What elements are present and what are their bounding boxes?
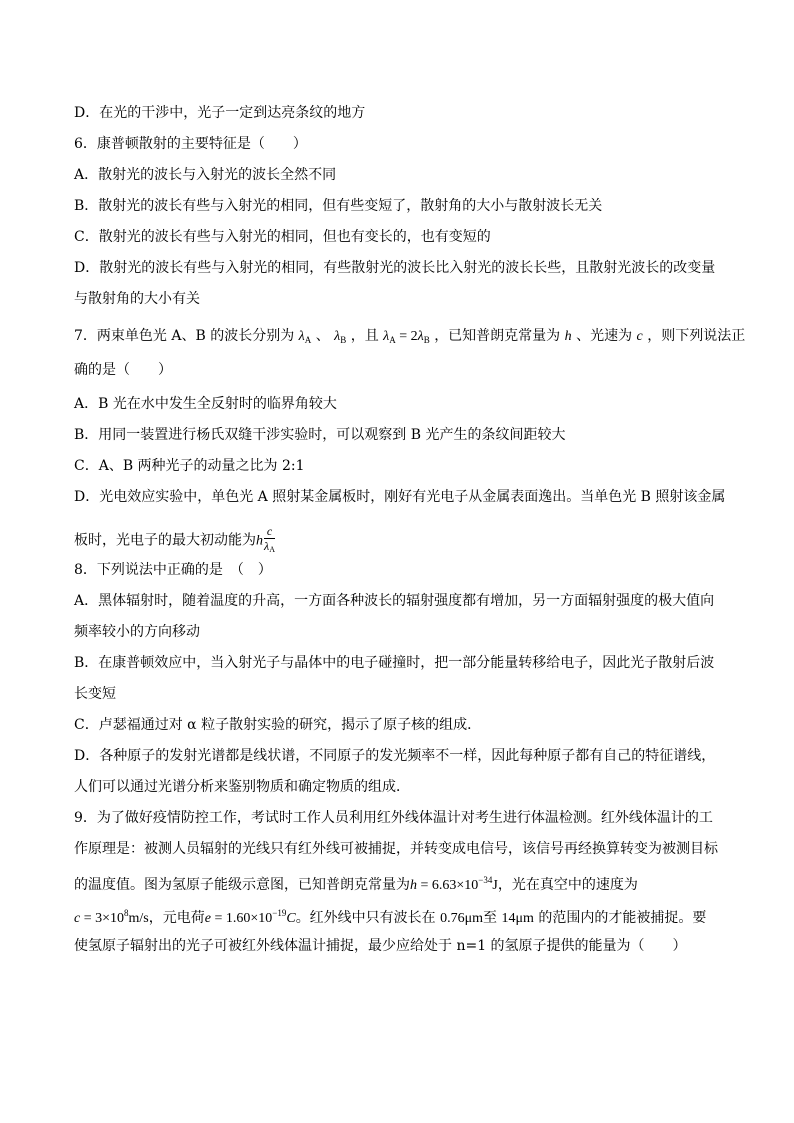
q8-option-a-line1: A．黑体辐射时，随着温度的升高，一方面各种波长的辐射强度都有增加，另一方面辐射强度的极大值向: [74, 593, 715, 609]
q9-line5: 使氢原子辐射出的光子可被红外线体温计捕捉，最少应给处于 n=1 的氢原子提供的能量为（ ）: [74, 938, 687, 954]
light-speed-exponent: 8: [124, 908, 129, 918]
planck-unit: J: [492, 878, 498, 893]
q7-option-b: B．用同一装置进行杨氏双缝干涉实验时，可以观察到 B 光产生的条纹间距较大: [74, 427, 566, 443]
q8-option-d-line2: 人们可以通过光谱分析来鉴别物质和确定物质的组成．: [74, 779, 410, 795]
fraction-numerator: c: [264, 525, 275, 539]
planck-value: = 6.63×10: [417, 878, 479, 893]
charge-exponent: −19: [272, 908, 287, 918]
q7-option-d-text: 板时，光电子的最大初动能为: [74, 532, 256, 549]
q7-option-d-line1: D．光电效应实验中，单色光 A 照射某金属板时，刚好有光电子从金属表面逸出。当单色光 B 照射该金属: [74, 489, 726, 505]
q7-stem-text-a: 7．两束单色光 A、B 的波长分别为: [74, 328, 295, 344]
q6-option-d-line2: 与散射角的大小有关: [74, 291, 200, 307]
q9-line3-head: 的温度值。图为氢原子能级示意图，已知普朗克常量为: [74, 877, 410, 893]
q8-stem: 8．下列说法中正确的是 （ ）: [74, 562, 272, 578]
subscript-b: B: [340, 335, 347, 345]
light-speed-symbol: c: [636, 329, 643, 344]
q7-stem-line1: [74, 326, 746, 346]
q7-option-a: A．B 光在水中发生全反射时的临界角较大: [74, 396, 337, 412]
lambda-symbol: λ: [417, 329, 424, 344]
fraction-denominator: [264, 539, 275, 556]
coefficient-two: 2: [410, 329, 418, 344]
lambda-symbol: λ: [383, 329, 390, 344]
charge-unit: C: [286, 911, 296, 926]
fraction-c-over-lambda: [264, 525, 275, 556]
wavelength-min: 0.76μm: [440, 911, 484, 926]
q9-line3: [74, 870, 638, 893]
light-speed-symbol: c: [74, 911, 81, 926]
q9-line2: 作原理是：被测人员辐射的光线只有红外线可被捕捉，并转变成电信号，该信号再经换算转变为被测目标: [74, 841, 718, 857]
light-speed-unit: m/s: [128, 911, 149, 926]
q9-line4-text-a: 。红外线中只有波长在: [295, 910, 441, 926]
q7-stem-text-b: ，且: [350, 328, 379, 344]
q8-option-b-line2: 长变短: [74, 686, 116, 702]
planck-exponent: −34: [478, 875, 493, 885]
separator: 、: [315, 328, 330, 344]
planck-symbol: h: [256, 533, 263, 549]
light-speed-value: = 3×10: [80, 911, 125, 926]
q7-option-c: C．A、B 两种光子的动量之比为 2:1: [74, 458, 305, 474]
q9-line4-to: 至: [483, 910, 502, 926]
equals-sign: =: [395, 329, 411, 344]
q9-line4-mid: ，元电荷: [148, 910, 205, 926]
q7-stem-text-e: ，则下列说法正: [647, 328, 746, 344]
q8-option-b-line1: B．在康普顿效应中，当入射光子与晶体中的电子碰撞时，把一部分能量转移给电子，因此光子散射后波: [74, 655, 715, 671]
q8-option-a-line2: 频率较小的方向移动: [74, 624, 200, 640]
charge-symbol: e: [204, 911, 211, 926]
lambda-symbol: λ: [298, 329, 305, 344]
lambda-symbol: λ: [334, 329, 341, 344]
subscript-a: A: [389, 335, 396, 345]
q6-option-d-line1: D．散射光的波长有些与入射光的相同，有些散射光的波长比入射光的波长长些，且散射光波长的改变量: [74, 260, 716, 276]
charge-value: = 1.60×10: [210, 911, 273, 926]
q8-option-d-line1: D．各种原子的发射光谱都是线状谱，不同原子的发光频率不一样，因此每种原子都有自己的特征谱线，: [74, 748, 716, 764]
q7-stem-line2: 确的是（ ）: [74, 362, 172, 378]
planck-symbol: h: [410, 878, 417, 893]
subscript-a: A: [269, 545, 275, 554]
lambda-symbol: λ: [264, 539, 270, 553]
q9-line4: [74, 903, 707, 926]
q6-option-c: C．散射光的波长有些与入射光的相同，但也有变长的，也有变短的: [74, 229, 491, 245]
q7-stem-text-d: 、光速为: [576, 328, 633, 344]
subscript-a: A: [304, 335, 312, 345]
planck-symbol: h: [564, 329, 572, 344]
subscript-b: B: [423, 335, 430, 345]
q7-option-d-line2: [74, 525, 275, 553]
q9-line3-tail: ，光在真空中的速度为: [497, 877, 638, 893]
wavelength-max: 14μm: [501, 911, 534, 926]
q9-line1: 9．为了做好疫情防控工作，考试时工作人员利用红外线体温计对考生进行体温检测。红外线体温计的工: [74, 810, 713, 826]
q6-option-a: A．散射光的波长与入射光的波长全然不同: [74, 167, 337, 183]
q9-line4-text-b: 的范围内的才能被捕捉。要: [533, 910, 707, 926]
q8-option-c: C．卢瑟福通过对 α 粒子散射实验的研究，揭示了原子核的组成．: [74, 717, 482, 733]
q6-stem: 6．康普顿散射的主要特征是（ ）: [74, 136, 307, 152]
q6-option-b: B．散射光的波长有些与入射光的相同，但有些变短了，散射角的大小与散射波长无关: [74, 198, 603, 214]
q7-stem-text-c: ，已知普朗克常量为: [434, 328, 561, 344]
q5-option-d: D．在光的干涉中，光子一定到达亮条纹的地方: [74, 105, 366, 121]
